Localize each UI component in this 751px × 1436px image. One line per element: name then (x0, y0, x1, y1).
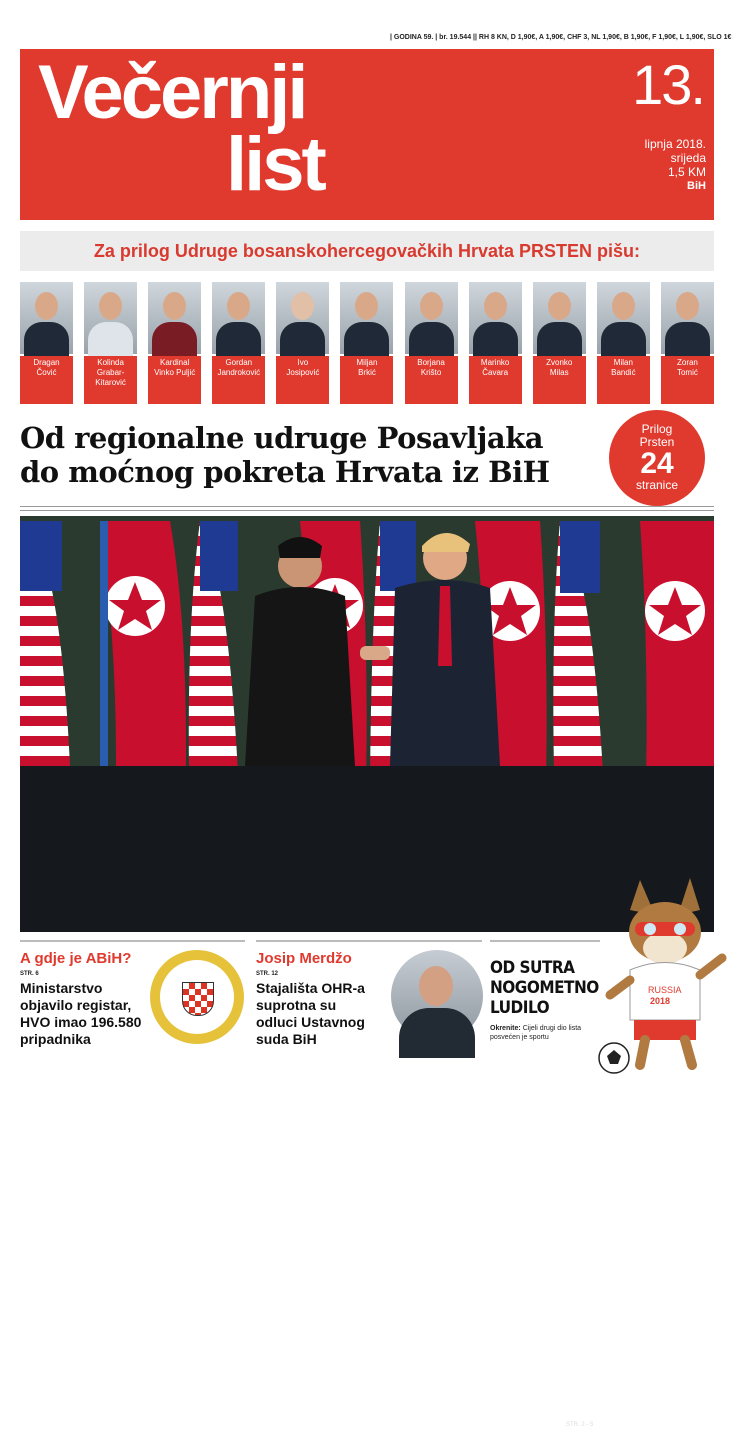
lead-subtitle (20, 1348, 714, 1436)
story1-line: Ministarstvo (20, 980, 103, 996)
teasers (20, 940, 714, 1080)
badge-line3: stranice (635, 478, 679, 492)
sport-headline[interactable] (490, 958, 599, 1018)
contributor-last: Tomić (676, 368, 698, 377)
contributor-first: Zvonko (546, 358, 573, 367)
portrait (20, 282, 73, 354)
story2-line: Stajališta OHR-a (256, 980, 365, 996)
sport-line: LUDILO (490, 998, 550, 1018)
handshake (360, 646, 390, 660)
note-label: Okrenite: (490, 1025, 521, 1032)
badge-number: 24 (640, 447, 674, 480)
masthead (20, 49, 714, 220)
price: 1,5 KM (667, 165, 706, 179)
story2-line: suprotna su (256, 997, 337, 1013)
main-headline[interactable] (20, 421, 550, 489)
lead-sub1: TRUMP RUŠI SVJETSKI POREDAK, (33, 1348, 701, 1392)
supplement-badge (609, 410, 705, 506)
contributor-last: Milas (549, 368, 569, 377)
sport-line: OD SUTRA (490, 958, 575, 978)
mascot-text1: RUSSIA (648, 985, 682, 995)
logo-line1: Večernji (38, 50, 306, 135)
contributor-last: Bandić (611, 368, 636, 377)
headline-line1: Od regionalne udruge Posavljaka (20, 421, 544, 455)
prsten-banner: Za prilog Udruge bosanskohercegovačkih Hrvata PRSTEN pišu: (20, 231, 714, 271)
story2-kicker[interactable]: Josip Merdžo (256, 950, 352, 967)
weekday: srijeda (670, 151, 706, 165)
lead-pages: STR. 2 - 5 (566, 1422, 594, 1428)
headline-line2: do moćnog pokreta Hrvata iz BiH (20, 455, 550, 489)
date-line: lipnja 2018. (644, 137, 706, 151)
portrait (212, 282, 265, 354)
merdzo-portrait (391, 950, 483, 1042)
contributor-last: Jandroković (217, 368, 261, 377)
contributor[interactable] (340, 282, 393, 404)
contributor-first: Zoran (676, 358, 698, 367)
contributor-first: Dragan (33, 358, 60, 367)
contributor-first: Gordan (225, 358, 253, 367)
issue-day: 13. (632, 53, 704, 116)
contributor-first: Marinko (480, 358, 510, 367)
contributor[interactable] (405, 282, 458, 404)
divider (20, 940, 245, 942)
issue-date (645, 137, 706, 193)
story1-line: pripadnika (20, 1031, 91, 1047)
contributor[interactable] (84, 282, 137, 404)
portrait (533, 282, 586, 354)
sport-note (490, 1024, 600, 1042)
story2-line: odluci Ustavnog (256, 1014, 365, 1030)
contributors-row (20, 282, 714, 404)
contributor-last: Josipović (286, 368, 320, 377)
portrait (469, 282, 522, 354)
story1-line: objavilo registar, (20, 997, 132, 1013)
portrait (405, 282, 458, 354)
contributor[interactable] (533, 282, 586, 404)
hvo-emblem-icon (150, 950, 244, 1044)
mascot-text2: 2018 (650, 996, 671, 1006)
contributor-last: Čavara (482, 368, 509, 377)
contributor-last: Brkić (358, 368, 376, 377)
contributor-first: Milan (613, 358, 633, 367)
note-text: Cijeli drugi dio lista posvećen je sportu (490, 1025, 582, 1041)
contributor[interactable] (597, 282, 650, 404)
contributor-first: Borjana (417, 358, 445, 367)
logo-line2: list (226, 122, 324, 207)
badge-line2: Prsten (639, 435, 675, 449)
story1-text[interactable] (20, 980, 141, 1048)
divider (256, 940, 482, 942)
lead-sub2: NOVI NEIZVJESTAN (178, 1392, 556, 1436)
contributor-first: Kolinda Grabar- (96, 358, 125, 377)
sport-line: NOGOMETNO (490, 978, 599, 998)
contributor[interactable] (661, 282, 714, 404)
section-divider (20, 506, 714, 511)
story1-kicker[interactable]: A gdje je ABiH? (20, 950, 132, 967)
lead-title: NUKLEARNI MIR (126, 1284, 608, 1344)
contributor-first: Ivo (297, 358, 309, 367)
contributor[interactable] (20, 282, 73, 404)
portrait (661, 282, 714, 354)
contributor-first: Miljan (356, 358, 378, 367)
story2-page: STR. 12 (256, 971, 279, 977)
story2-line: suda BiH (256, 1031, 317, 1047)
portrait (84, 282, 137, 354)
edition: BiH (687, 180, 706, 192)
story1-line: HVO imao 196.580 (20, 1014, 142, 1030)
contributor-first: Kardinal (160, 358, 190, 367)
story2-text[interactable] (256, 980, 365, 1048)
contributor-last: Vinko Puljić (154, 368, 196, 377)
contributor-last: Krišto (420, 368, 442, 377)
issue-meta: | GODINA 59. | br. 19.544 || RH 8 KN, D 1,90€, A 1,90€, CHF 3, NL 1,90€, B 1,90€, F 1,90€, L 1,90€, SLO 1€ (390, 34, 732, 41)
portrait (276, 282, 329, 354)
badge-line1: Prilog (641, 422, 673, 436)
portrait (148, 282, 201, 354)
contributor-last: Kitarović (95, 378, 126, 387)
contributor-last: Čović (36, 368, 57, 377)
story1-page: STR. 6 (20, 971, 39, 977)
contributor[interactable] (212, 282, 265, 404)
contributor[interactable] (469, 282, 522, 404)
portrait (597, 282, 650, 354)
zabivaka-mascot-icon (600, 870, 725, 1075)
contributor[interactable] (148, 282, 201, 404)
portrait (340, 282, 393, 354)
divider (490, 940, 600, 942)
contributor[interactable] (276, 282, 329, 404)
